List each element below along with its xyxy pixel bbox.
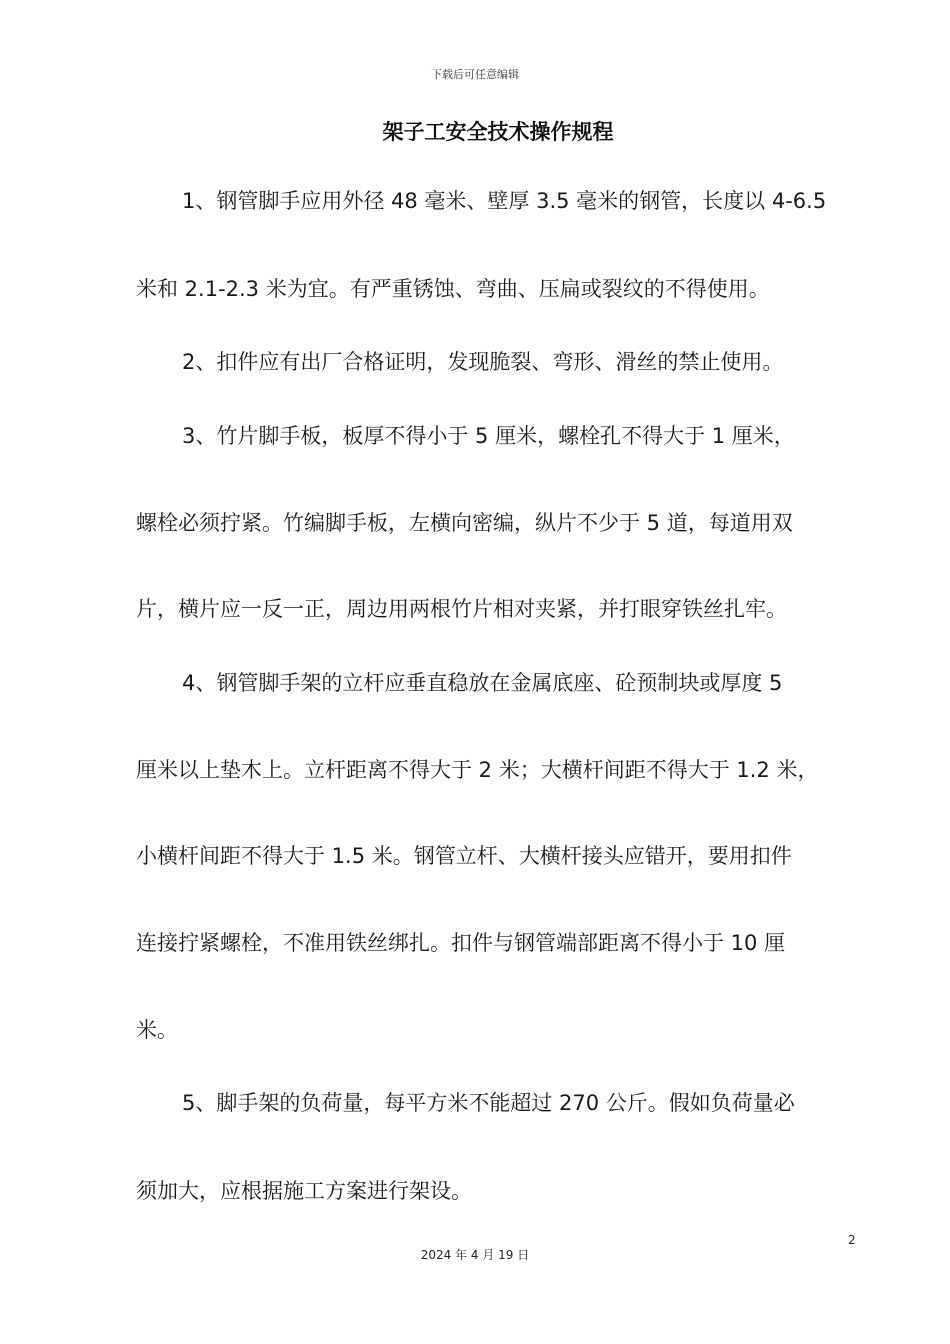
document-title: 架子工安全技术操作规程 xyxy=(382,120,614,144)
page-number: 2 xyxy=(848,1233,856,1247)
header-note: 下载后可任意编辑 xyxy=(431,68,519,81)
paragraph-4-line-5: 米。 xyxy=(136,1018,178,1042)
paragraph-3-line-1: 3、竹片脚手板，板厚不得小于 5 厘米，螺栓孔不得大于 1 厘米， xyxy=(182,424,795,448)
paragraph-3-line-2: 螺栓必须拧紧。竹编脚手板，左横向密编，纵片不少于 5 道，每道用双 xyxy=(136,511,793,535)
footer-date: 2024 年 4 月 19 日 xyxy=(420,1248,530,1262)
paragraph-1-line-2: 米和 2.1-2.3 米为宜。有严重锈蚀、弯曲、压扁或裂纹的不得使用。 xyxy=(136,277,770,301)
paragraph-2-line-1: 2、扣件应有出厂合格证明，发现脆裂、弯形、滑丝的禁止使用。 xyxy=(182,350,784,374)
paragraph-4-line-3: 小横杆间距不得大于 1.5 米。钢管立杆、大横杆接头应错开，要用扣件 xyxy=(136,844,792,868)
paragraph-4-line-1: 4、钢管脚手架的立杆应垂直稳放在金属底座、砼预制块或厚度 5 xyxy=(182,671,783,695)
paragraph-5-line-2: 须加大，应根据施工方案进行架设。 xyxy=(136,1179,472,1203)
paragraph-3-line-3: 片，横片应一反一正，周边用两根竹片相对夹紧，并打眼穿铁丝扎牢。 xyxy=(136,597,787,621)
paragraph-1-line-1: 1、钢管脚手应用外径 48 毫米、壁厚 3.5 毫米的钢管，长度以 4-6.5 xyxy=(182,189,827,213)
paragraph-4-line-2: 厘米以上垫木上。立杆距离不得大于 2 米；大横杆间距不得大于 1.2 米， xyxy=(136,758,819,782)
paragraph-5-line-1: 5、脚手架的负荷量，每平方米不能超过 270 公斤。假如负荷量必 xyxy=(182,1091,795,1115)
paragraph-4-line-4: 连接拧紧螺栓，不准用铁丝绑扎。扣件与钢管端部距离不得小于 10 厘 xyxy=(136,931,786,955)
